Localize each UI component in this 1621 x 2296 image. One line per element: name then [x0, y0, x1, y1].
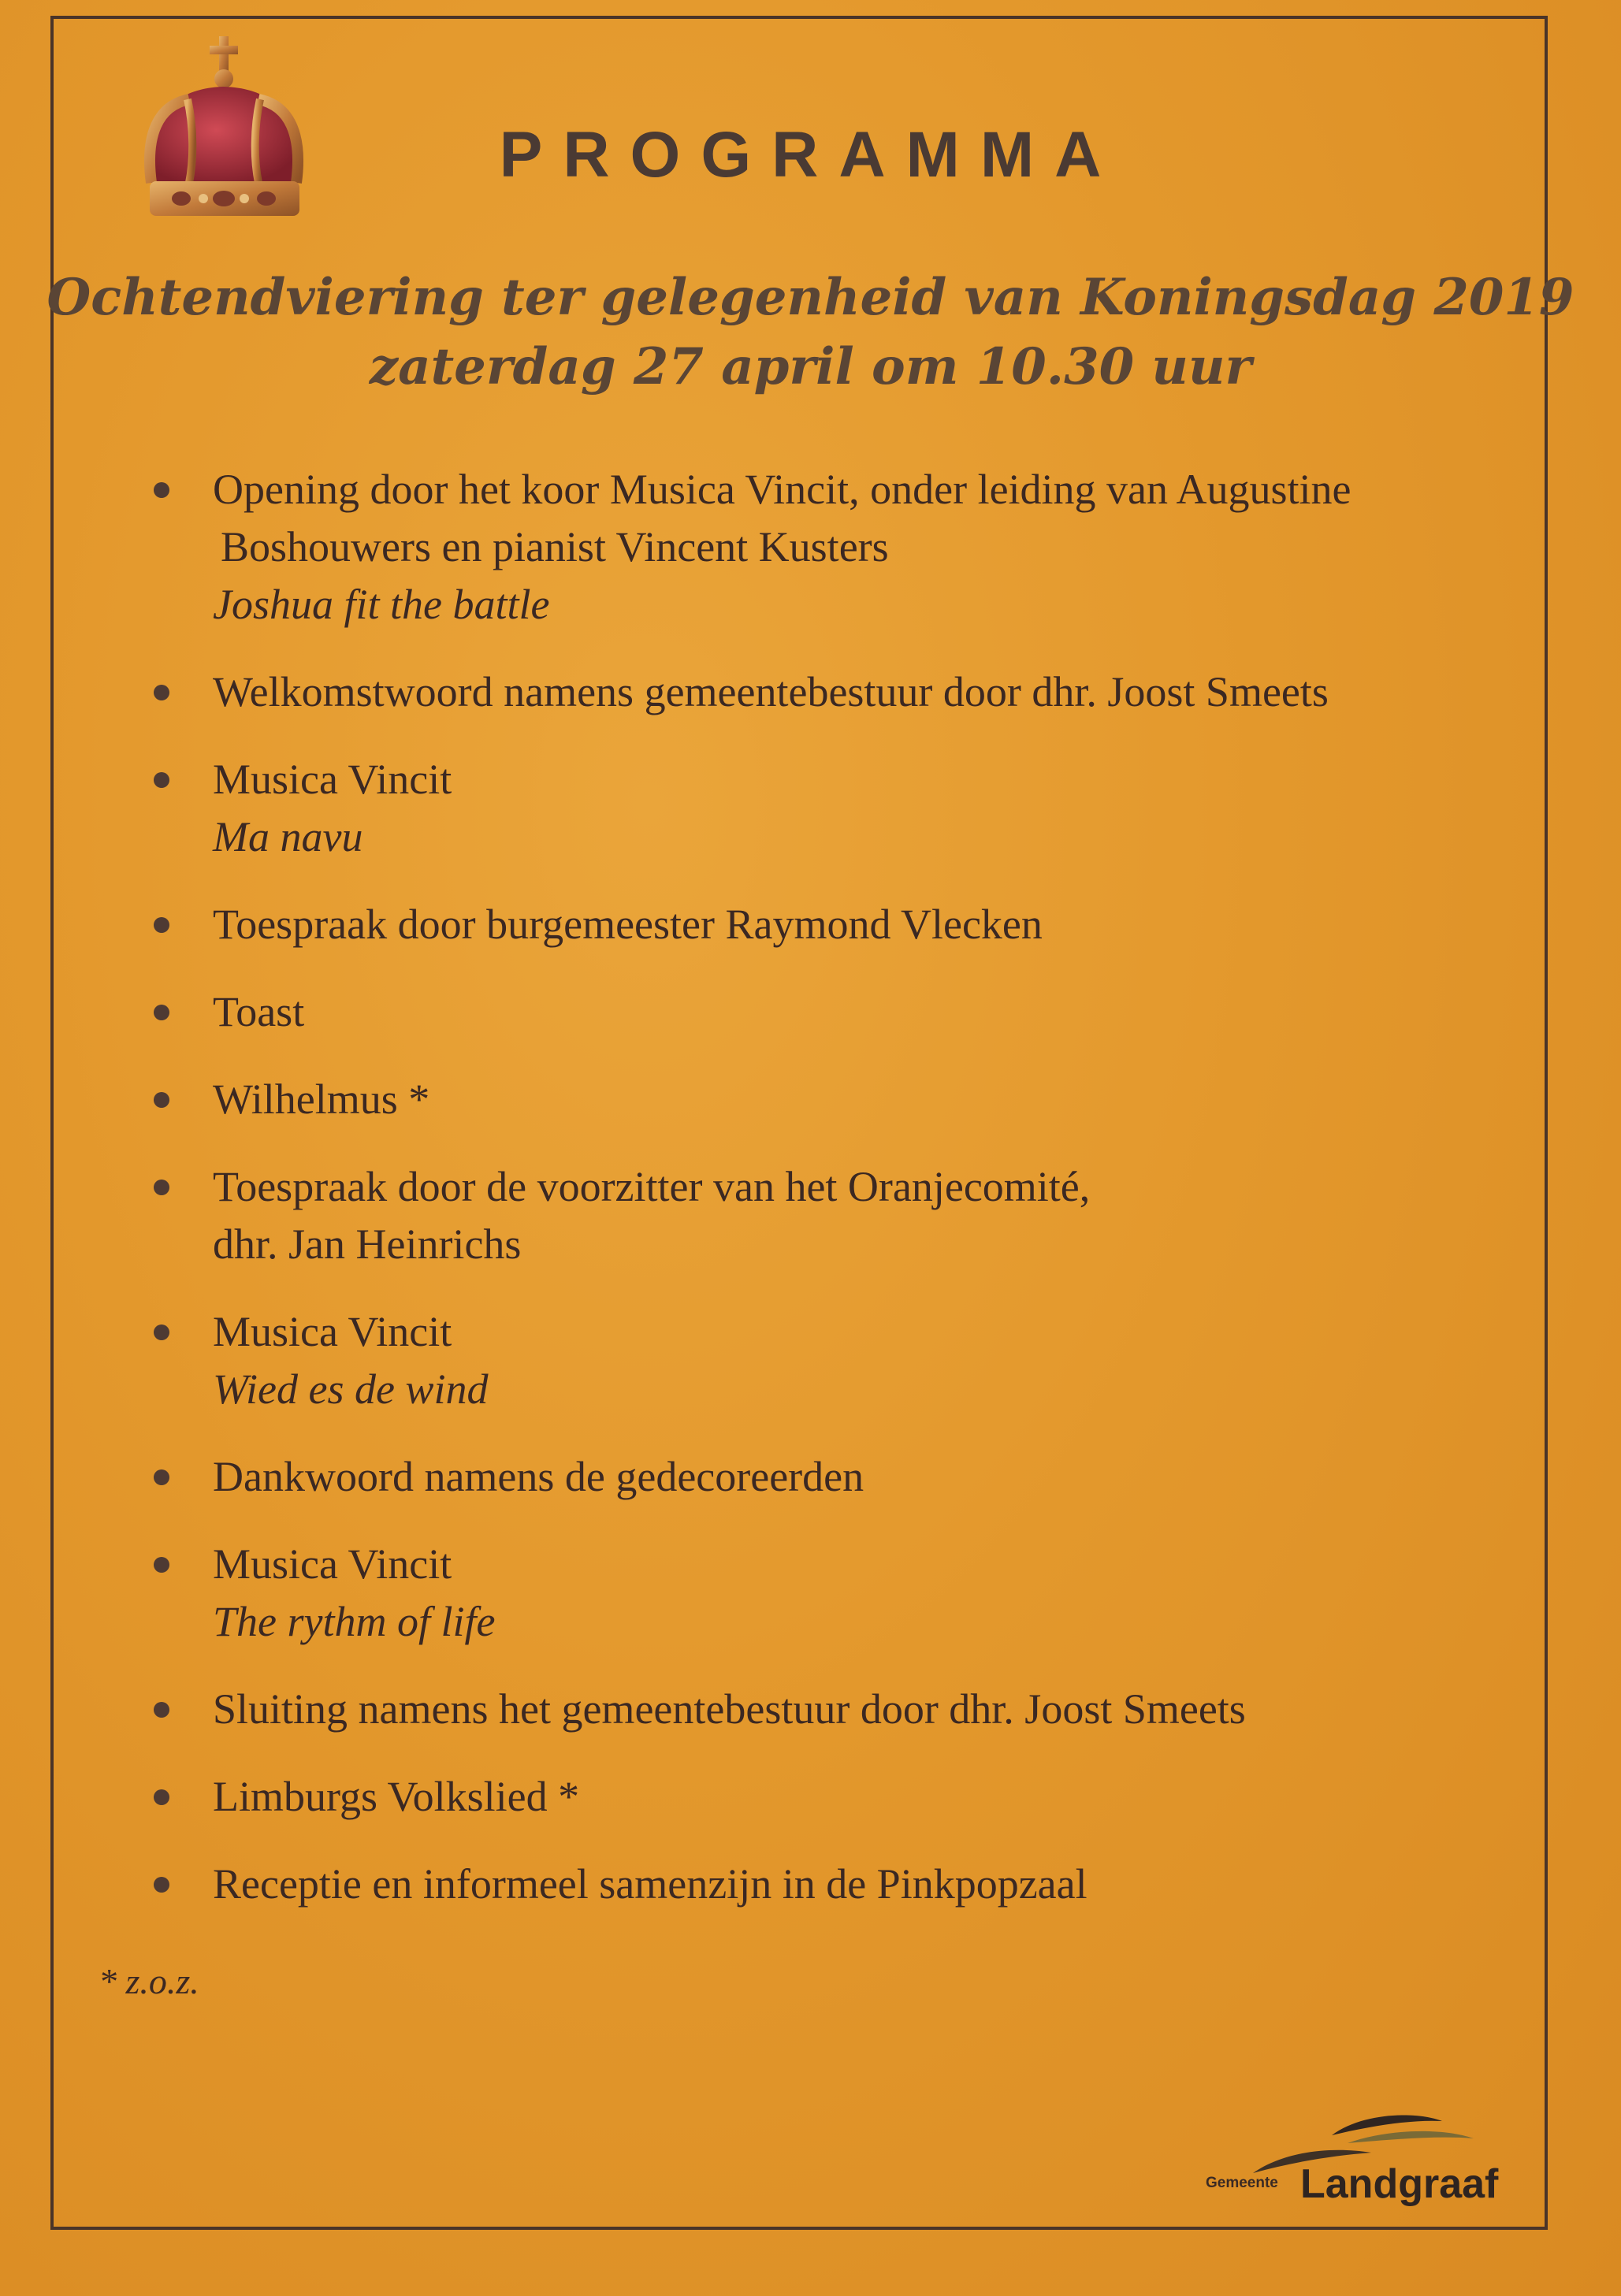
item-text: Toespraak door burgemeester Raymond Vlecken [213, 901, 1043, 948]
program-item-reception [154, 1856, 1541, 1913]
item-text: Musica Vincit [213, 1308, 452, 1355]
item-text: Sluiting namens het gemeentebestuur door dhr. Joost Smeets [213, 1685, 1246, 1733]
footnote: * z.o.z. [99, 1961, 199, 2001]
song-title: Joshua fit the battle [213, 581, 550, 628]
program-item-song [154, 1536, 1541, 1651]
bullet-icon [154, 772, 169, 788]
event-date: zaterdag 27 april om 10.30 uur [369, 337, 1252, 396]
program-item-opening [154, 461, 1541, 633]
program-item-anthem [154, 1071, 1541, 1128]
bullet-icon [154, 1557, 169, 1573]
program-item-song [154, 751, 1541, 866]
program-item-welcome [154, 663, 1541, 721]
program-item-speech-mayor [154, 896, 1541, 953]
bullet-icon [154, 1092, 169, 1108]
program-item-speech-chairman [154, 1158, 1541, 1273]
program-item-song [154, 1303, 1541, 1418]
logo-small-text: Gemeente [1206, 2175, 1278, 2191]
song-title: Wied es de wind [213, 1365, 489, 1413]
item-text: Welkomstwoord namens gemeentebestuur door dhr. Joost Smeets [213, 668, 1329, 715]
item-text: Musica Vincit [213, 756, 452, 803]
program-item-toast [154, 983, 1541, 1041]
song-title: The rythm of life [213, 1598, 496, 1645]
bullet-icon [154, 685, 169, 700]
bullet-icon [154, 1324, 169, 1340]
item-text: Receptie en informeel samenzijn in de Pinkpopzaal [213, 1860, 1087, 1908]
page-title: PROGRAMMA [499, 119, 1122, 191]
landgraaf-logo [1206, 2112, 1537, 2206]
program-list [154, 461, 1541, 1943]
item-text: Musica Vincit [213, 1540, 452, 1588]
item-text-continued: Boshouwers en pianist Vincent Kusters [221, 523, 889, 570]
song-title: Ma navu [213, 813, 363, 860]
item-text: Toast [213, 988, 305, 1035]
bullet-icon [154, 1877, 169, 1893]
bullet-icon [154, 1702, 169, 1718]
item-text-continued: dhr. Jan Heinrichs [213, 1220, 522, 1268]
bullet-icon [154, 1005, 169, 1020]
program-item-closing [154, 1681, 1541, 1738]
item-text: Limburgs Volkslied * [213, 1773, 580, 1820]
item-text: Toespraak door de voorzitter van het Oranjecomité, [213, 1163, 1091, 1210]
bullet-icon [154, 1789, 169, 1805]
bullet-icon [154, 1180, 169, 1195]
event-subtitle: Ochtendviering ter gelegenheid van Koningsdag 2019 [46, 268, 1575, 327]
item-text: Wilhelmus * [213, 1076, 430, 1123]
bullet-icon [154, 1469, 169, 1485]
item-text: Opening door het koor Musica Vincit, onder leiding van Augustine [213, 466, 1351, 513]
program-item-anthem-limburg [154, 1768, 1541, 1826]
bullet-icon [154, 917, 169, 933]
bullet-icon [154, 482, 169, 498]
logo-name: Landgraaf [1300, 2161, 1499, 2207]
item-text: Dankwoord namens de gedecoreerden [213, 1453, 864, 1500]
program-item-thanks [154, 1448, 1541, 1506]
